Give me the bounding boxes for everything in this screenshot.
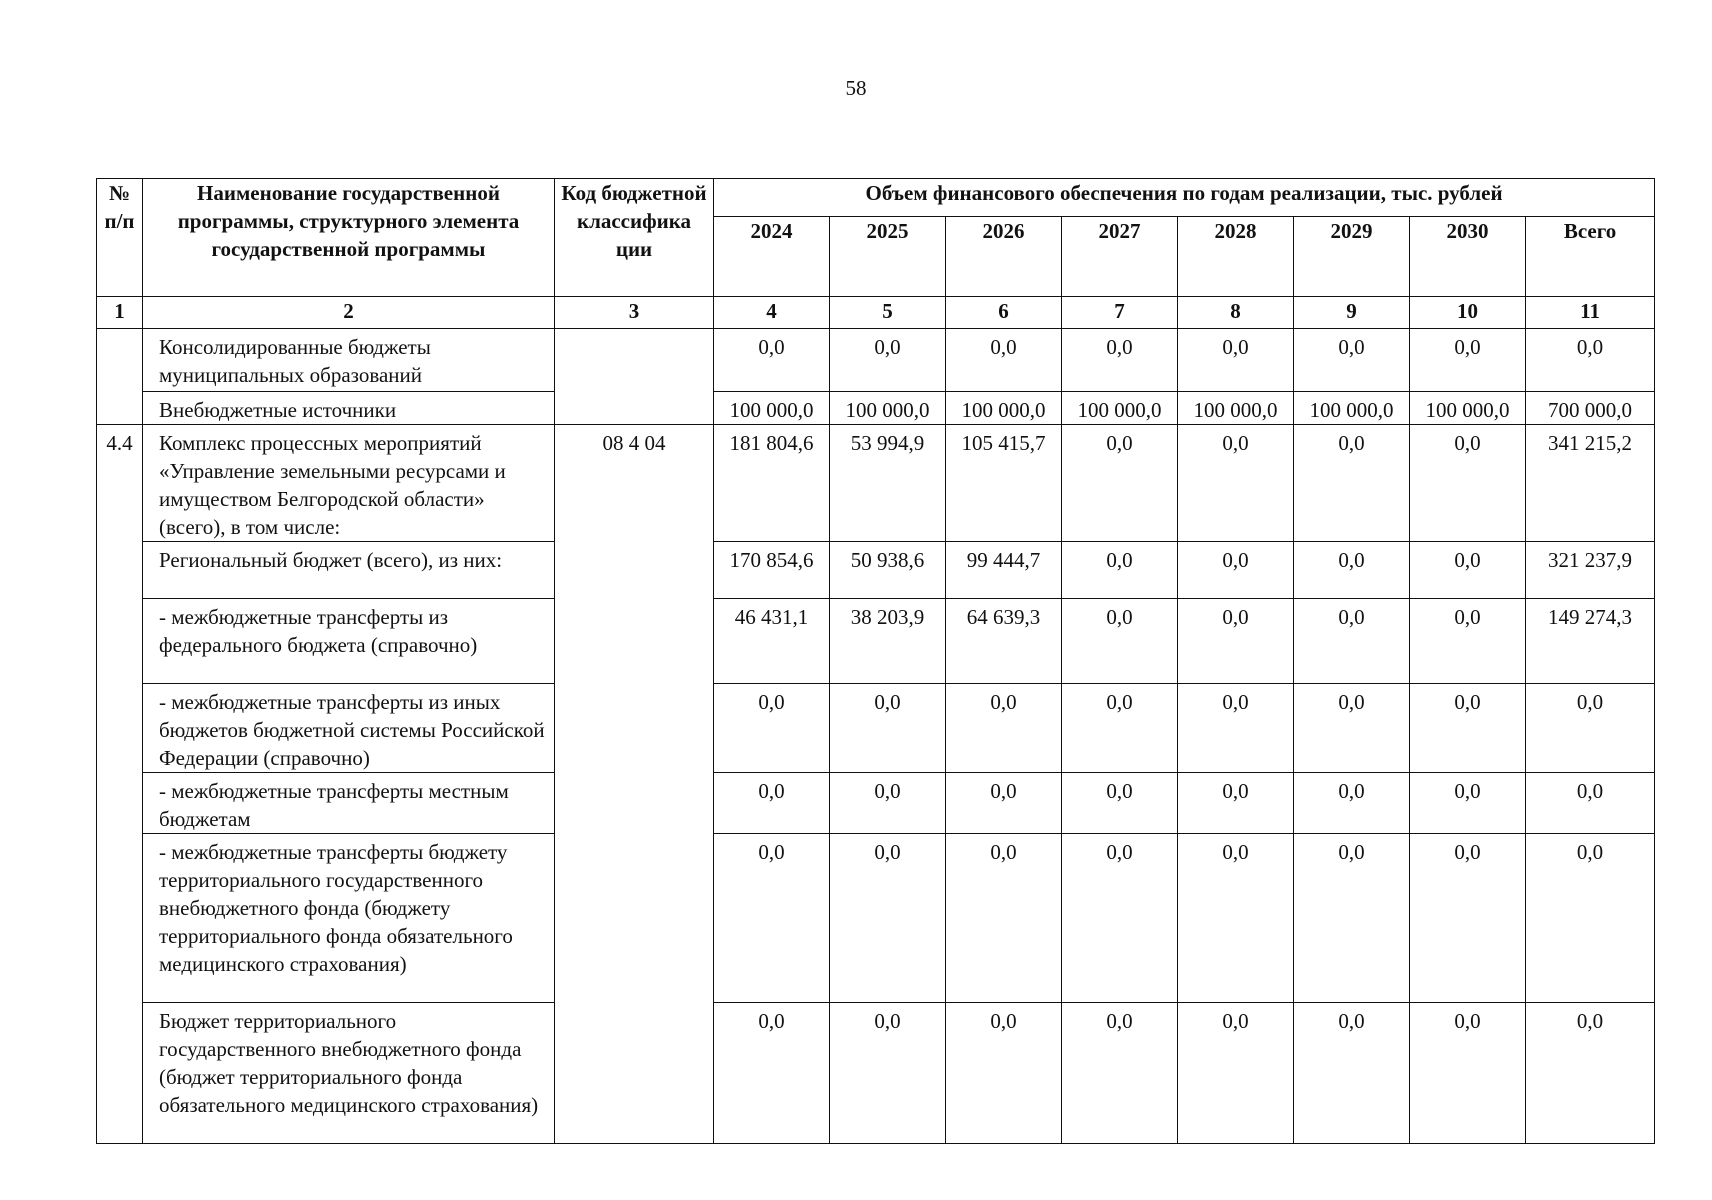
row-value: 0,0 [1294, 329, 1410, 392]
row-value: 0,0 [830, 773, 946, 834]
column-number: 11 [1526, 297, 1655, 329]
header-total: Всего [1526, 217, 1655, 297]
header-name: Наименование государственной программы, структурного элемента государственной программы [143, 179, 555, 297]
row-value: 0,0 [946, 684, 1062, 773]
page-number: 58 [845, 76, 867, 100]
row-value: 0,0 [1178, 599, 1294, 684]
header-code: Код бюджетной классифика ции [555, 179, 714, 297]
row-value: 46 431,1 [714, 599, 830, 684]
row-name: Внебюджетные источники [143, 392, 555, 425]
row-name: - межбюджетные трансферты бюджету территориального государственного внебюджетного фонда (бюджету территориального фонда обязательного медицинского страхования) [143, 834, 555, 1003]
row-value: 0,0 [946, 773, 1062, 834]
row-total: 0,0 [1526, 684, 1655, 773]
row-value: 0,0 [1062, 542, 1178, 599]
header-year: 2025 [830, 217, 946, 297]
row-value: 0,0 [714, 684, 830, 773]
header-year: 2027 [1062, 217, 1178, 297]
row-value: 0,0 [1294, 542, 1410, 599]
table-row [97, 684, 1655, 773]
row-value: 100 000,0 [1294, 392, 1410, 425]
row-value: 0,0 [1178, 834, 1294, 1003]
column-number: 8 [1178, 297, 1294, 329]
row-value: 0,0 [1062, 773, 1178, 834]
row-value: 0,0 [1294, 773, 1410, 834]
row-total: 0,0 [1526, 773, 1655, 834]
row-value: 100 000,0 [1410, 392, 1526, 425]
row-value: 0,0 [1178, 1003, 1294, 1144]
row-total: 0,0 [1526, 329, 1655, 392]
column-number: 6 [946, 297, 1062, 329]
table-row [97, 542, 1655, 599]
row-value: 0,0 [1178, 425, 1294, 542]
row-name: Бюджет территориального государственного внебюджетного фонда (бюджет территориального фонда обязательного медицинского страхования) [143, 1003, 555, 1144]
table-row [97, 392, 1655, 425]
row-name: - межбюджетные трансферты из иных бюджетов бюджетной системы Российской Федерации (справочно) [143, 684, 555, 773]
row-value: 0,0 [1062, 599, 1178, 684]
row-value: 0,0 [1294, 834, 1410, 1003]
row-value: 64 639,3 [946, 599, 1062, 684]
row-value: 0,0 [1062, 425, 1178, 542]
row-value: 0,0 [1178, 773, 1294, 834]
row-name: - межбюджетные трансферты местным бюджетам [143, 773, 555, 834]
row-value: 0,0 [1410, 425, 1526, 542]
row-value: 0,0 [1294, 425, 1410, 542]
row-value: 0,0 [1410, 1003, 1526, 1144]
table-row [97, 834, 1655, 1003]
row-value: 0,0 [946, 329, 1062, 392]
row-value: 0,0 [946, 1003, 1062, 1144]
header-year: 2029 [1294, 217, 1410, 297]
header-index: № п/п [97, 179, 143, 297]
row-value: 0,0 [1410, 599, 1526, 684]
row-name: Региональный бюджет (всего), из них: [143, 542, 555, 599]
row-value: 50 938,6 [830, 542, 946, 599]
row-value: 0,0 [1062, 834, 1178, 1003]
row-value: 0,0 [1410, 329, 1526, 392]
row-name: Комплекс процессных мероприятий «Управление земельными ресурсами и имуществом Белгородской области» (всего), в том числе: [143, 425, 555, 542]
row-value: 0,0 [1294, 1003, 1410, 1144]
row-value: 181 804,6 [714, 425, 830, 542]
header-year: 2028 [1178, 217, 1294, 297]
column-number: 7 [1062, 297, 1178, 329]
row-value: 0,0 [714, 773, 830, 834]
row-value: 0,0 [830, 329, 946, 392]
row-code: 08 4 04 [555, 425, 714, 1144]
column-number: 2 [143, 297, 555, 329]
row-total: 341 215,2 [1526, 425, 1655, 542]
row-index [97, 329, 143, 425]
header-year: 2030 [1410, 217, 1526, 297]
header-year: 2026 [946, 217, 1062, 297]
row-value: 0,0 [714, 1003, 830, 1144]
row-value: 0,0 [714, 834, 830, 1003]
column-number: 3 [555, 297, 714, 329]
row-value: 0,0 [830, 834, 946, 1003]
row-value: 100 000,0 [1062, 392, 1178, 425]
row-value: 100 000,0 [946, 392, 1062, 425]
row-value: 38 203,9 [830, 599, 946, 684]
row-value: 100 000,0 [1178, 392, 1294, 425]
row-total: 700 000,0 [1526, 392, 1655, 425]
row-value: 53 994,9 [830, 425, 946, 542]
row-value: 99 444,7 [946, 542, 1062, 599]
table-row [97, 425, 1655, 542]
row-value: 170 854,6 [714, 542, 830, 599]
table-row [97, 329, 1655, 392]
column-number: 10 [1410, 297, 1526, 329]
row-value: 0,0 [1062, 1003, 1178, 1144]
header-year: 2024 [714, 217, 830, 297]
row-value: 0,0 [1294, 599, 1410, 684]
row-value: 0,0 [946, 834, 1062, 1003]
row-value: 100 000,0 [714, 392, 830, 425]
row-total: 321 237,9 [1526, 542, 1655, 599]
row-value: 0,0 [714, 329, 830, 392]
table-row [97, 773, 1655, 834]
row-value: 0,0 [1178, 684, 1294, 773]
column-number-row [97, 297, 1655, 329]
column-number: 5 [830, 297, 946, 329]
row-total: 0,0 [1526, 1003, 1655, 1144]
column-number: 9 [1294, 297, 1410, 329]
row-value: 0,0 [1410, 773, 1526, 834]
row-name: Консолидированные бюджеты муниципальных образований [143, 329, 555, 392]
row-value: 100 000,0 [830, 392, 946, 425]
row-value: 0,0 [1410, 542, 1526, 599]
row-value: 0,0 [1294, 684, 1410, 773]
row-value: 0,0 [1062, 684, 1178, 773]
row-value: 0,0 [1178, 542, 1294, 599]
column-number: 4 [714, 297, 830, 329]
row-value: 0,0 [1410, 684, 1526, 773]
table-row [97, 1003, 1655, 1144]
row-value: 0,0 [1178, 329, 1294, 392]
row-name: - межбюджетные трансферты из федерального бюджета (справочно) [143, 599, 555, 684]
financing-table [96, 178, 1655, 1144]
row-value: 0,0 [1062, 329, 1178, 392]
column-number: 1 [97, 297, 143, 329]
row-total: 0,0 [1526, 834, 1655, 1003]
header-funding: Объем финансового обеспечения по годам реализации, тыс. рублей [714, 179, 1655, 217]
row-value: 0,0 [830, 1003, 946, 1144]
row-code [555, 329, 714, 425]
row-total: 149 274,3 [1526, 599, 1655, 684]
row-index: 4.4 [97, 425, 143, 1144]
row-value: 0,0 [1410, 834, 1526, 1003]
row-value: 0,0 [830, 684, 946, 773]
table-row [97, 599, 1655, 684]
row-value: 105 415,7 [946, 425, 1062, 542]
